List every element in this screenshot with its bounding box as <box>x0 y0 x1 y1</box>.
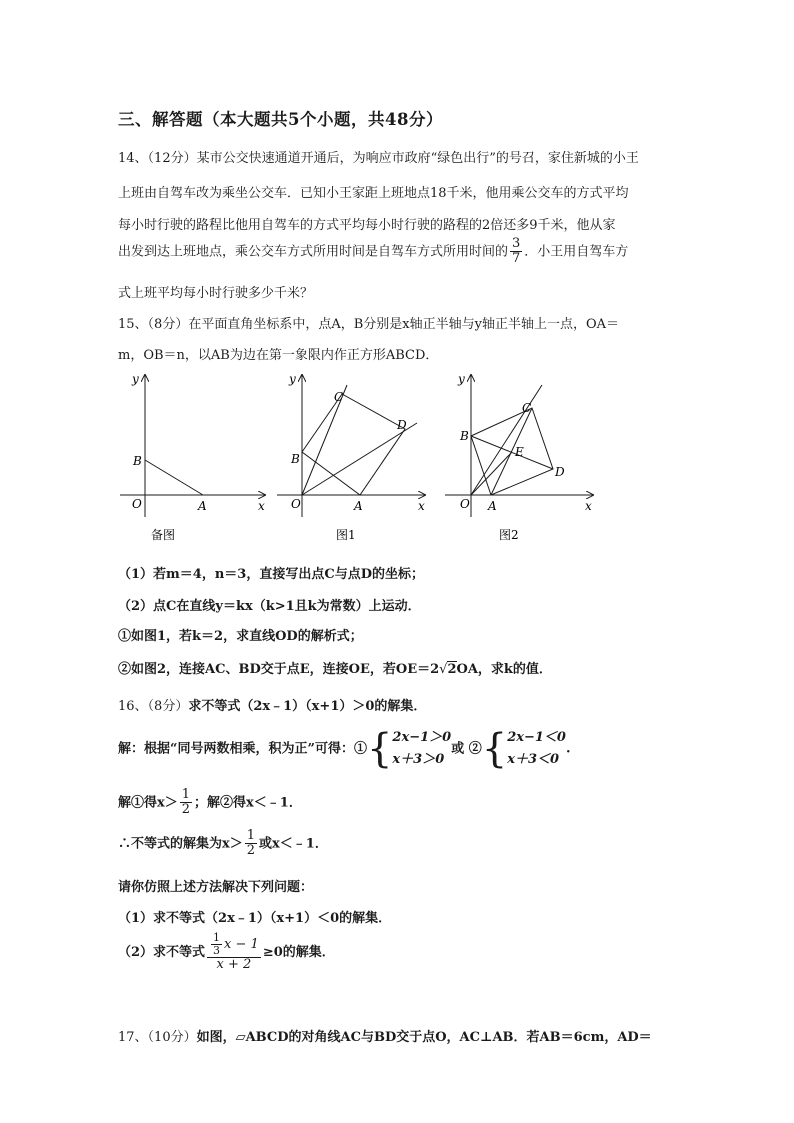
q14-line4: 出发到达上班地点，乘公交车方式所用时间是自驾车方式所用时间的 $\frac{3}{7}$ ．小王用自驾车方 <box>118 236 629 267</box>
label-y: y <box>289 372 296 386</box>
q15-sub2-2: ②如图2，连接AC、BD交于点E，连接OE，若OE＝2√2OA，求k的值． <box>118 662 552 677</box>
system-1: { 2x−1＞0 x＋3＞0 <box>366 726 452 772</box>
label-y: y <box>458 372 465 386</box>
figure-spare <box>120 375 265 517</box>
label-x: x <box>585 499 592 513</box>
caption-fig1: 图1 <box>336 528 356 542</box>
label-b: B <box>291 452 300 466</box>
q14-line2: 上班由自驾车改为乘坐公交车．已知小王家距上班地点18千米，他用乘公交车的方式平均 <box>118 186 629 201</box>
fraction-compound: $\frac{1}{3}$ x − 1 x + 2 <box>207 932 261 972</box>
label-a: A <box>198 499 207 513</box>
q15-sub2-1: ①如图1，若k＝2，求直线OD的解析式； <box>118 629 363 644</box>
fraction-half: $\frac{1}{2}$ <box>181 787 191 818</box>
q14-line1: 14、（12分）某市公交快速通道开通后，为响应市政府“绿色出行”的号召，家住新城的小王 <box>118 151 639 166</box>
label-x: x <box>258 499 265 513</box>
system-2: { 2x−1＜0 x＋3＜0 <box>481 726 566 772</box>
label-c: C <box>522 401 532 415</box>
q14-line5: 式上班平均每小时行驶多少千米？ <box>118 286 314 301</box>
q15-sub1: （1）若m＝4，n＝3，直接写出点C与点D的坐标； <box>118 567 424 582</box>
q16-imitate: 请你仿照上述方法解决下列问题： <box>118 880 314 895</box>
q14-line3: 每小时行驶的路程比他用自驾车的方式平均每小时行驶的路程的2倍还多9千米，他从家 <box>118 218 616 233</box>
label-c: C <box>334 390 344 404</box>
label-a: A <box>488 499 497 513</box>
caption-spare: 备图 <box>151 528 176 542</box>
label-b: B <box>133 454 142 468</box>
label-b: B <box>460 429 469 443</box>
label-o: O <box>460 497 470 511</box>
q15-line2: m，OB＝n，以AB为边在第一象限内作正方形ABCD． <box>118 348 439 363</box>
label-o: O <box>291 497 301 511</box>
label-x: x <box>418 499 425 513</box>
q16-problem1: （1）求不等式（2x﹣1）（x+1）＜0的解集． <box>118 911 392 926</box>
label-o: O <box>132 497 142 511</box>
line-od <box>302 423 417 495</box>
label-e: E <box>515 445 524 459</box>
square-abcd <box>302 394 405 495</box>
q16-solution-line1: 解①得x＞ $\frac{1}{2}$ ；解②得x＜﹣1． <box>118 787 302 818</box>
label-d: D <box>397 418 407 432</box>
q16-line1: 16、（8分）求不等式（2x﹣1）（x+1）＞0的解集． <box>118 699 427 714</box>
q15-figures <box>115 367 595 542</box>
diagonal-ac <box>491 408 532 495</box>
label-d: D <box>555 465 565 479</box>
label-a: A <box>354 499 363 513</box>
segment-ab <box>145 460 203 495</box>
figure-1 <box>277 375 425 517</box>
q15-sub2: （2）点C在直线y＝kx（k>1且k为常数）上运动． <box>118 599 421 614</box>
fraction-half: $\frac{1}{2}$ <box>246 828 256 859</box>
q16-problem2: （2）求不等式 $\frac{1}{3}$ x − 1 x + 2 ≥0的解集． <box>118 931 335 973</box>
section-title: 三、解答题（本大题共5个小题，共48分） <box>118 110 443 129</box>
q15-line1: 15、（8分）在平面直角坐标系中，点A，B分别是x轴正半轴与y轴正半轴上一点，OA＝ <box>118 317 619 332</box>
q17-line1: 17、（10分）如图，▱ABCD的对角线AC与BD交于点O，AC⊥AB．若AB＝6cm，AD＝ <box>118 1030 652 1045</box>
q16-solution-systems: 解：根据“同号两数相乘，积为正”可得：①{ 2x−1＞0 x＋3＞0 或 ②{ 2x−1＜0 x＋3＜0 . <box>118 726 571 772</box>
q16-solution-line2: ∴不等式的解集为x＞ $\frac{1}{2}$ 或x＜﹣1． <box>118 828 328 859</box>
caption-fig2: 图2 <box>499 528 519 542</box>
fraction-3-7: $\frac{3}{7}$ <box>512 236 521 267</box>
label-y: y <box>132 372 139 386</box>
